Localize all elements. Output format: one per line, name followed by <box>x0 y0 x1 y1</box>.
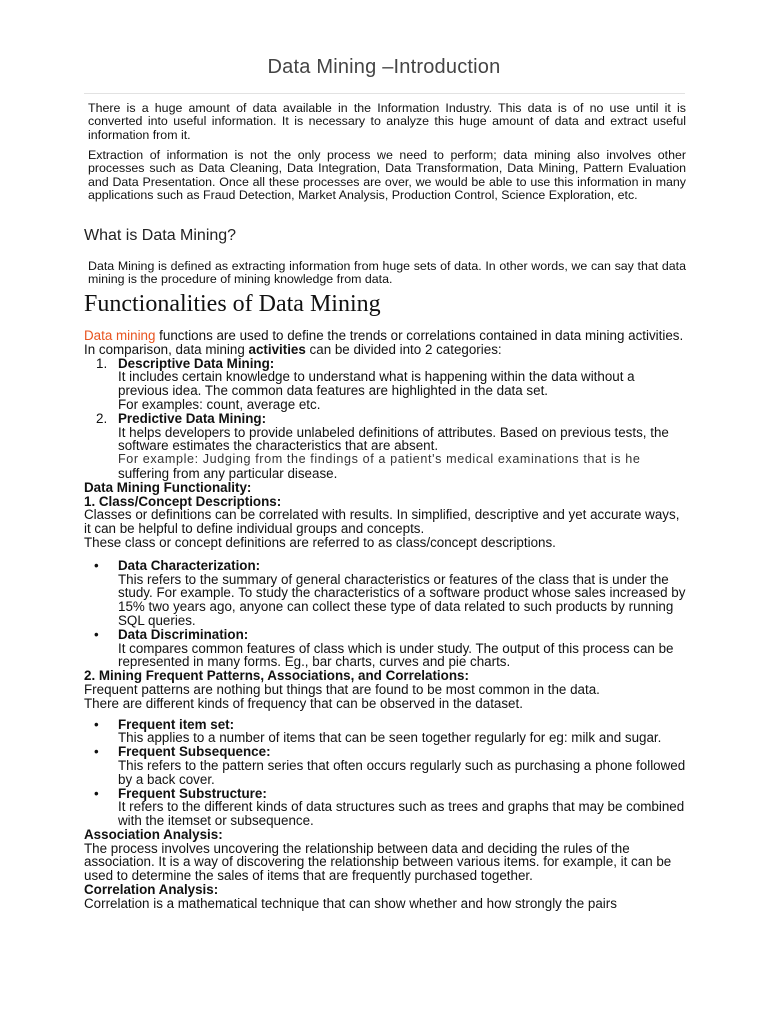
class-paragraph-1: Classes or definitions can be correlated with results. In simplified, descriptive and yet accurate ways, it can be helpful to define individual groups and concepts. <box>84 507 680 537</box>
list-item-text: This refers to the summary of general characteristics or features of the class that is under the study. For example. To study the characteristics of a software product whose sales increased by 15% two years ago, anyone can collect these type of data related to such products by running SQL queries. <box>118 571 686 628</box>
list-item-text: This refers to the pattern series that often occurs regularly such as purchasing a phone followed by a back cover. <box>118 757 686 787</box>
class-paragraph-2: These class or concept definitions are referred to as class/concept descriptions. <box>84 534 556 550</box>
list-item-example: For examples: count, average etc. <box>118 396 321 412</box>
bullet: • <box>94 785 99 801</box>
list-item-example-end: suffering from any particular disease. <box>118 465 338 481</box>
bullet: • <box>94 557 99 573</box>
list-item-frequent-item-set <box>84 718 688 746</box>
list-item-title: Data Discrimination: <box>118 626 249 642</box>
list-item-text: It helps developers to provide unlabeled definitions of attributes. Based on previous tests, the software estimates the characteristics that are absent. <box>118 424 669 454</box>
list-item-text: It compares common features of class which is under study. The output of this process can be represented in many forms. Eg., bar charts, curves and pie charts. <box>118 640 674 670</box>
functions-paragraph <box>84 329 688 343</box>
heading-what-is-data-mining: What is Data Mining? <box>84 227 237 244</box>
heading-functionalities: Functionalities of Data Mining <box>84 291 381 317</box>
list-number: 2. <box>96 410 108 426</box>
association-analysis-heading: Association Analysis: <box>84 826 223 842</box>
list-item-text: It includes certain knowledge to understand what is happening within the data without a previous idea. The common data features are highlighted in the data set. <box>118 369 635 399</box>
correlation-paragraph: Correlation is a mathematical technique that can show whether and how strongly the pairs <box>84 895 617 911</box>
intro-paragraph-2: Extraction of information is not the only process we need to perform; data mining also involves other processes such as Data Cleaning, Data Integration, Data Transformation, Data Mining, Pattern Evaluation and Data Presentation. Once all these processes are over, we would be able to use this information in many applications such as Fraud Detection, Market Analysis, Production Control, Science Exploration, etc. <box>88 148 686 202</box>
frequent-paragraph-1: Frequent patterns are nothing but things that are found to be most common in the data. <box>84 681 600 697</box>
frequent-paragraph-2: There are different kinds of frequency that can be observed in the dataset. <box>84 695 523 711</box>
list-item-text: It refers to the different kinds of data structures such as trees and graphs that may be combined with the itemset or subsequence. <box>118 799 685 829</box>
activities-bold: activities <box>248 341 306 357</box>
functionalities-body <box>84 329 688 911</box>
bullet: • <box>94 744 99 760</box>
list-item-predictive <box>84 412 688 481</box>
list-item-frequent-subsequence <box>84 745 688 786</box>
bullet: • <box>94 716 99 732</box>
correlation-analysis-heading: Correlation Analysis: <box>84 882 219 898</box>
list-item-title: Frequent Substructure: <box>118 785 267 801</box>
list-item-frequent-substructure <box>84 787 688 828</box>
frequent-patterns-heading: 2. Mining Frequent Patterns, Associations, and Correlations: <box>84 668 469 684</box>
functionality-heading: Data Mining Functionality: <box>84 479 252 495</box>
association-paragraph: The process involves uncovering the relationship between data and deciding the rules of the association. It is a way of discovering the relationship between various items. for example, it can be used to determine the sales of items that are frequently purchased together. <box>84 840 672 884</box>
list-item-text: This applies to a number of items that can be seen together regularly for eg: milk and sugar. <box>118 730 662 746</box>
intro-paragraph-1: There is a huge amount of data available in the Information Industry. This data is of no use until it is converted into useful information. It is necessary to analyze this huge amount of data and extract useful information from it. <box>88 101 686 142</box>
definition-paragraph: Data Mining is defined as extracting information from huge sets of data. In other words, we can say that data mining is the procedure of mining knowledge from data. <box>88 259 686 287</box>
list-item-title: Frequent Subsequence: <box>118 744 271 760</box>
categories-intro-text-end: can be divided into 2 categories: <box>305 341 502 357</box>
list-item-title: Frequent item set: <box>118 716 235 732</box>
list-item-descriptive <box>84 357 688 412</box>
page-title: Data Mining –Introduction <box>267 56 501 78</box>
categories-intro-text: In comparison, data mining <box>84 341 249 357</box>
data-mining-link[interactable]: Data mining <box>84 328 156 343</box>
list-item-discrimination <box>84 628 688 669</box>
list-number: 1. <box>96 355 108 371</box>
class-descriptions-heading: 1. Class/Concept Descriptions: <box>84 493 282 509</box>
list-item-title: Data Characterization: <box>118 557 261 573</box>
bullet: • <box>94 626 99 642</box>
list-item-example: For example: Judging from the findings of a patient's medical examinations that is he <box>118 452 641 467</box>
list-item-title: Descriptive Data Mining: <box>118 355 275 371</box>
categories-intro <box>84 343 688 357</box>
list-item-characterization <box>84 559 688 628</box>
functions-paragraph-text: functions are used to define the trends or correlations contained in data mining activities. <box>155 328 684 343</box>
title-divider <box>84 93 685 94</box>
list-item-title: Predictive Data Mining: <box>118 410 267 426</box>
